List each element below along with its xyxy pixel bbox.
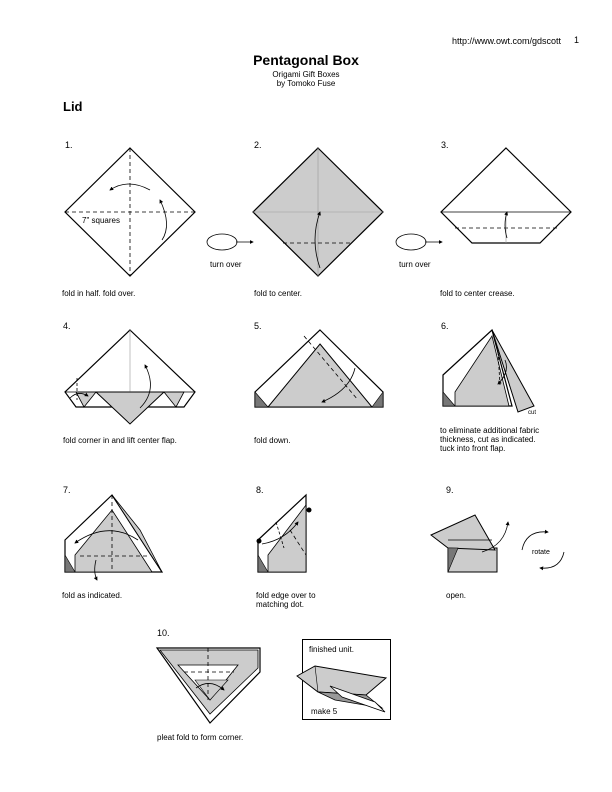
step-6-cut-label: cut [528,410,537,416]
turn-over-label-2: turn over [399,260,431,269]
step-1-number: 1. [65,140,73,150]
step-6-caption-line-1: to eliminate additional fabric [440,426,540,435]
step-1-paper-size-label: 7" squares [82,216,120,225]
step-3-number: 3. [441,140,449,150]
step-6-diagram [443,330,536,416]
rotate-icon [522,532,564,568]
step-5-caption: fold down. [254,436,291,445]
turn-over-label-1: turn over [210,260,242,269]
finished-unit-note: make 5 [311,707,338,716]
step-10-diagram [157,648,260,723]
step-5-number: 5. [254,321,262,331]
step-4-number: 4. [63,321,71,331]
step-1-caption: fold in half. fold over. [62,289,136,298]
page-title: Pentagonal Box [253,52,359,68]
page-number: 1 [574,35,580,45]
step-3-diagram [441,148,571,243]
step-5-diagram [255,330,383,407]
step-4-caption: fold corner in and lift center flap. [63,436,177,445]
step-1-diagram [65,148,195,276]
step-2-number: 2. [254,140,262,150]
turn-over-icon [207,234,253,269]
section-heading: Lid [63,99,83,114]
step-9-caption: open. [446,591,467,600]
step-8-number: 8. [256,485,264,495]
step-6-caption-line-3: tuck into front flap. [440,444,506,453]
step-8-diagram [257,495,312,572]
subtitle: Origami Gift Boxes [272,70,340,79]
step-2-caption: fold to center. [254,289,303,298]
step-6-caption-line-2: thickness, cut as indicated. [440,435,536,444]
author: by Tomoko Fuse [276,79,336,88]
step-10-caption: pleat fold to form corner. [157,733,244,742]
step-4-diagram [65,330,195,424]
step-7-number: 7. [63,485,71,495]
step-7-diagram [65,495,162,580]
step-6-number: 6. [441,321,449,331]
step-9-number: 9. [446,485,454,495]
finished-unit-title: finished unit. [309,645,354,654]
step-9-diagram [431,515,564,572]
finished-unit-diagram [297,666,386,712]
step-8-caption-line-1: fold edge over to [256,591,316,600]
step-3-caption: fold to center crease. [440,289,515,298]
rotate-label: rotate [532,549,550,556]
step-7-caption: fold as indicated. [62,591,123,600]
step-8-caption-line-2: matching dot. [256,600,305,609]
turn-over-icon-2 [396,234,442,269]
step-2-diagram [253,148,383,276]
step-10-number: 10. [157,628,170,638]
source-url[interactable]: http://www.owt.com/gdscott [452,36,562,46]
